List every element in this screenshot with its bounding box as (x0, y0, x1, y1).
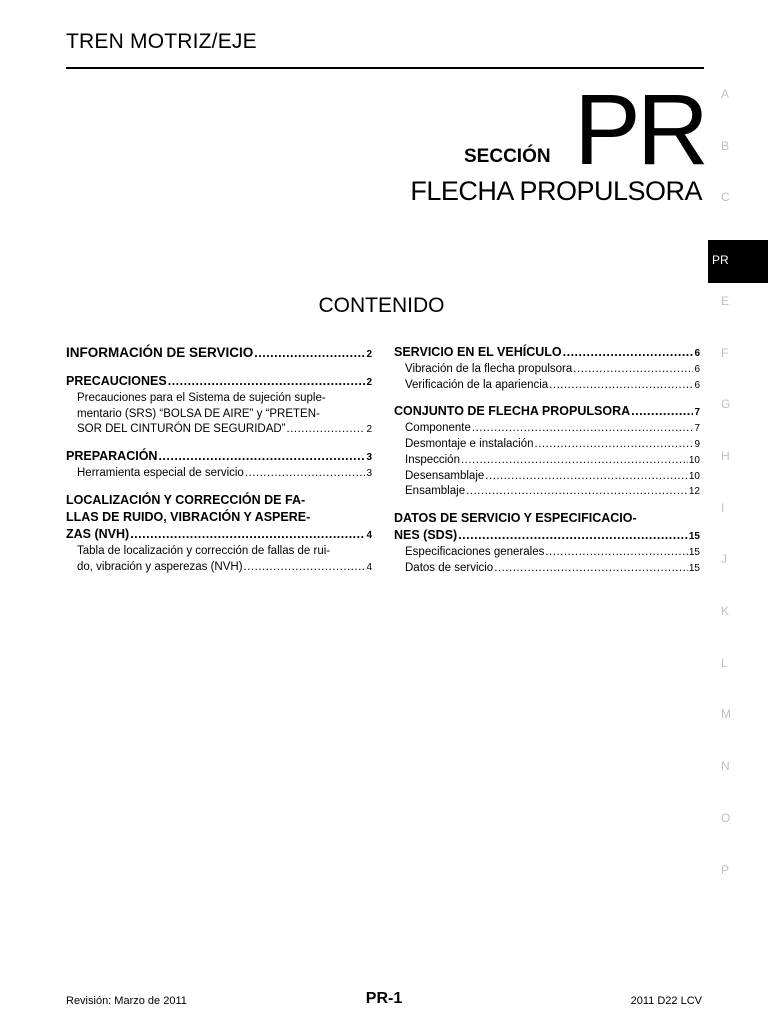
section-tab-i[interactable] (708, 500, 768, 543)
toc-entry-text-line: Precauciones para el Sistema de sujeción suple- (77, 392, 326, 404)
toc-dot-leader (535, 437, 694, 453)
toc-entry-title: NES (SDS) (394, 527, 458, 542)
toc-subsection-entry[interactable] (394, 437, 700, 453)
section-tab-label: B (721, 138, 730, 153)
toc-page-number: 4 (366, 561, 372, 573)
toc-page-number: 15 (688, 562, 700, 574)
toc-entry-title: Desensamblaje (405, 469, 485, 482)
toc-page-number: 6 (694, 379, 700, 391)
section-tab-k[interactable] (708, 603, 768, 646)
toc-dot-leader (461, 453, 688, 469)
section-tab-p[interactable] (708, 862, 768, 905)
toc-subsection-entry[interactable] (394, 378, 700, 394)
toc-entry-title: Herramienta especial de servicio (77, 467, 244, 480)
toc-dot-leader (494, 561, 688, 577)
section-label: SECCIÓN (464, 146, 551, 167)
section-tab-m[interactable] (708, 706, 768, 749)
section-tab-g[interactable] (708, 396, 768, 439)
toc-subsection-entry[interactable] (394, 362, 700, 378)
toc-entry-title: Ensamblaje (405, 485, 466, 498)
toc-dot-leader (545, 545, 688, 561)
toc-dot-leader (254, 345, 365, 362)
toc-section-entry[interactable] (394, 403, 700, 421)
toc-section-entry[interactable] (394, 510, 700, 545)
section-tab-l[interactable] (708, 655, 768, 698)
toc-dot-leader (244, 560, 366, 576)
toc-dot-leader (158, 448, 365, 465)
section-tab-h[interactable] (708, 448, 768, 491)
toc-subsection-entry[interactable] (394, 561, 700, 577)
contents-title-text: CONTENIDO (318, 294, 445, 317)
toc-dot-leader (168, 373, 366, 390)
toc-entry-text-line: DATOS DE SERVICIO Y ESPECIFICACIO- (394, 510, 637, 525)
section-tab-n[interactable] (708, 758, 768, 801)
toc-page-number: 3 (366, 468, 372, 480)
toc-page-number: 10 (688, 470, 700, 482)
section-tab-label: PR (712, 253, 729, 268)
toc-entry-title: Vibración de la flecha propulsora (405, 363, 573, 375)
section-tab-b[interactable] (708, 138, 768, 181)
toc-page-number: 4 (366, 529, 372, 541)
toc-entry-title: Componente (405, 422, 471, 435)
section-name: FLECHA PROPULSORA (410, 176, 702, 206)
toc-dot-leader (549, 378, 693, 394)
toc-page-number: 10 (688, 454, 700, 466)
toc-entry-text-line: LLAS DE RUIDO, VIBRACIÓN Y ASPERE- (66, 509, 311, 524)
toc-entry-title: Datos de servicio (405, 561, 494, 574)
section-tab-label: J (721, 552, 727, 567)
toc-entry-title: Especificaciones generales (405, 545, 545, 558)
section-tab-label: I (721, 500, 725, 515)
toc-subsection-entry[interactable] (394, 545, 700, 561)
toc-dot-leader (563, 344, 694, 361)
toc-entry-title: SOR DEL CINTURÓN DE SEGURIDAD” (77, 423, 286, 436)
toc-entry-text-line: mentario (SRS) “BOLSA DE AIRE” y “PRETEN- (77, 407, 320, 420)
header-rule (66, 67, 704, 69)
toc-dot-leader (466, 484, 688, 500)
toc-section-entry[interactable] (66, 448, 372, 466)
toc-section-entry[interactable] (66, 492, 372, 544)
section-tab-label: H (721, 448, 730, 463)
section-tab-label: K (721, 604, 730, 618)
section-code: PR (574, 74, 705, 186)
toc-entry-title: Desmontaje e instalación (405, 438, 534, 451)
section-tab-o[interactable] (708, 810, 768, 853)
section-tab-j[interactable] (708, 551, 768, 594)
toc-dot-leader (245, 466, 366, 482)
toc-page-number: 6 (694, 364, 700, 375)
section-tab-e[interactable] (708, 293, 768, 336)
toc-page-number: 3 (366, 452, 372, 464)
section-tab-c[interactable] (708, 189, 768, 232)
section-tab-a[interactable] (708, 86, 768, 129)
footer-revision: Revisión: Marzo de 2011 (66, 995, 187, 1007)
toc-page-number: 2 (366, 377, 372, 388)
toc-page-number: 15 (688, 530, 700, 542)
toc-subsection-entry[interactable] (394, 421, 700, 437)
toc-right-column (394, 344, 700, 576)
toc-page-number: 2 (366, 424, 372, 436)
section-tab-label: A (721, 87, 730, 101)
toc-page-number: 9 (694, 439, 700, 451)
toc-page-number: 7 (694, 407, 700, 419)
toc-page-number: 12 (688, 486, 700, 498)
toc-section-entry[interactable] (394, 344, 700, 362)
section-tab-label: P (721, 862, 730, 877)
toc-subsection-entry[interactable] (66, 466, 372, 482)
toc-entry-title: Inspección (405, 453, 460, 466)
toc-subsection-entry[interactable] (394, 453, 700, 469)
toc-entry-text-line: LOCALIZACIÓN Y CORRECCIÓN DE FA- (66, 492, 306, 507)
toc-dot-leader (130, 526, 365, 543)
toc-subsection-entry[interactable] (394, 484, 700, 500)
section-tab-f[interactable] (708, 345, 768, 388)
toc-subsection-entry[interactable] (66, 391, 372, 438)
toc-entry-title: do, vibración y asperezas (NVH) (77, 560, 243, 573)
section-tab-label: C (721, 190, 730, 205)
section-tab-label: G (721, 397, 731, 412)
section-tab-pr[interactable] (708, 240, 768, 283)
contents-title (0, 294, 768, 318)
toc-entry-title: ZAS (NVH) (66, 526, 130, 541)
toc-entry-title: INFORMACIÓN DE SERVICIO (66, 345, 254, 360)
toc-page-number: 6 (694, 348, 700, 359)
footer-page-number: PR-1 (365, 990, 403, 1007)
toc-page-number: 7 (694, 423, 700, 435)
section-tab-label: M (721, 707, 731, 722)
toc-dot-leader (573, 362, 693, 378)
toc-left-column (66, 344, 372, 575)
header-title: TREN MOTRIZ/EJE (66, 30, 257, 53)
toc-page-number: 2 (366, 349, 372, 360)
toc-entry-title: PRECAUCIONES (66, 374, 167, 388)
toc-page-number: 15 (688, 546, 700, 558)
footer-model: 2011 D22 LCV (630, 995, 702, 1007)
section-tab-label: E (721, 293, 730, 308)
toc-entry-title: CONJUNTO DE FLECHA PROPULSORA (394, 404, 631, 419)
toc-entry-text-line: Tabla de localización y corrección de fallas de rui- (77, 544, 331, 557)
toc-entry-title: Verificación de la apariencia (405, 378, 549, 391)
section-tab-label: O (721, 810, 731, 825)
toc-section-entry[interactable] (66, 344, 372, 363)
section-tab-label: N (721, 759, 730, 774)
toc-entry-title: PREPARACIÓN (66, 449, 158, 464)
toc-dot-leader (485, 469, 688, 485)
section-tab-label: L (721, 655, 728, 670)
toc-section-entry[interactable] (66, 373, 372, 391)
toc-dot-leader (287, 422, 366, 438)
section-tab-label: F (721, 345, 729, 360)
toc-subsection-entry[interactable] (66, 544, 372, 575)
toc-entry-title: SERVICIO EN EL VEHÍCULO (394, 345, 562, 359)
toc-dot-leader (472, 421, 694, 437)
toc-dot-leader (631, 403, 693, 420)
toc-subsection-entry[interactable] (394, 469, 700, 485)
toc-dot-leader (458, 527, 688, 544)
